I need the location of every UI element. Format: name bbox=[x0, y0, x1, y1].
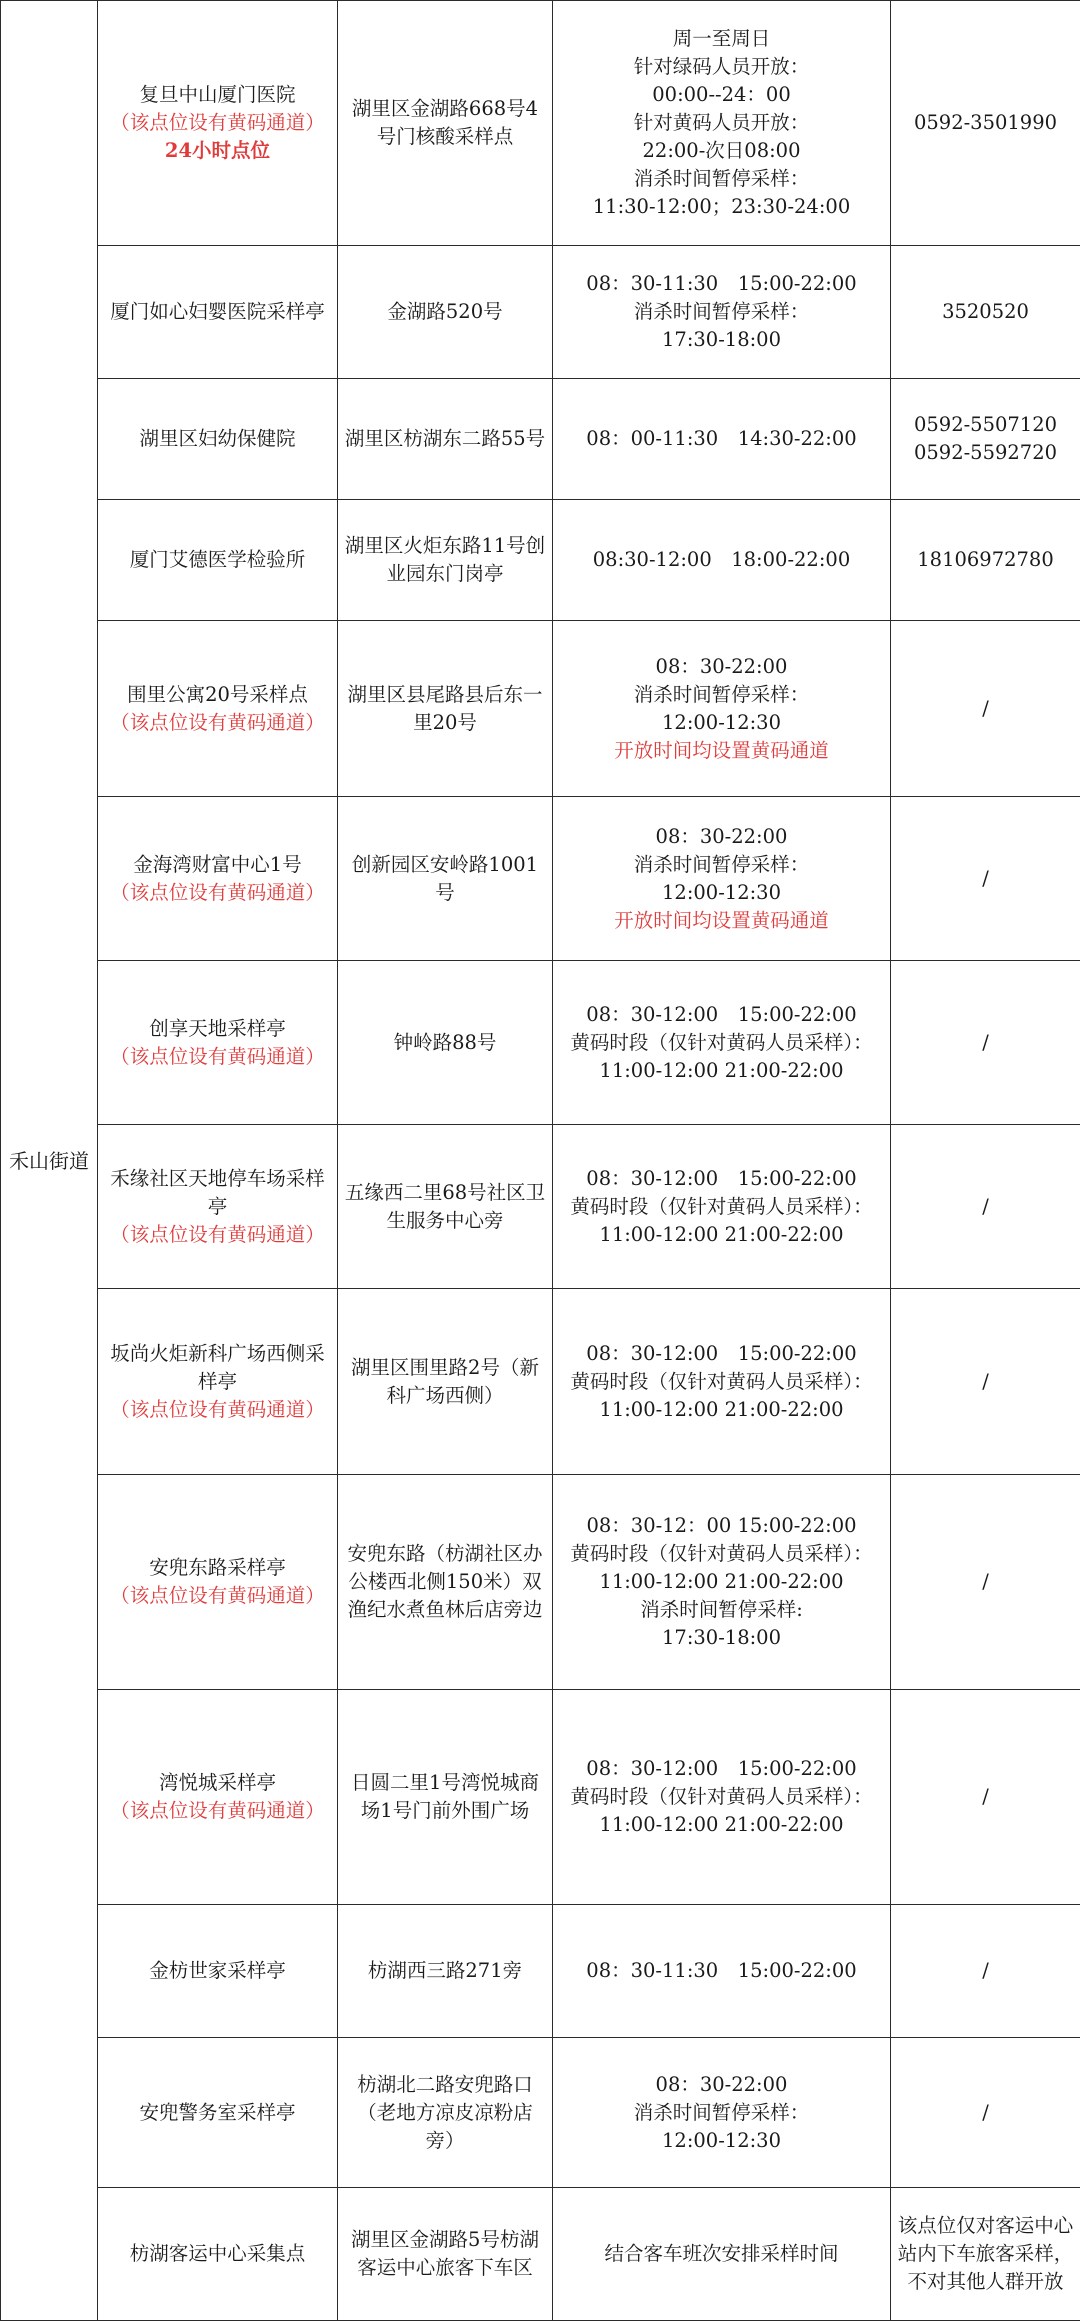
cell-text: 17:30-18:00 bbox=[662, 1626, 781, 1649]
table-row bbox=[1, 797, 1080, 961]
site-name-cell bbox=[98, 500, 338, 621]
address-cell bbox=[338, 2038, 553, 2188]
cell-text: 枋湖北二路安兜路口（老地方凉皮凉粉店旁） bbox=[357, 2072, 533, 2152]
hours-cell bbox=[553, 797, 891, 961]
cell-text: 金湖路520号 bbox=[387, 300, 503, 323]
cell-text: / bbox=[982, 1194, 989, 1218]
cell-text: 12:00-12:30 bbox=[662, 710, 781, 734]
cell-text: 22:00-次日08:00 bbox=[642, 139, 801, 162]
cell-text: 坂尚火炬新科广场西侧采样亭 bbox=[110, 1341, 325, 1393]
address-cell bbox=[338, 1125, 553, 1289]
cell-text: 消杀时间暂停采样： bbox=[633, 300, 810, 323]
cell-text: 禾缘社区天地停车场采样亭 bbox=[110, 1166, 325, 1218]
highlight-text: 开放时间均设置黄码通道 bbox=[614, 738, 829, 762]
site-name-cell bbox=[98, 1289, 338, 1475]
highlight-text: （该点位设有黄码通道） bbox=[110, 710, 325, 734]
phone-cell bbox=[891, 1905, 1080, 2038]
cell-text: 创享天地采样亭 bbox=[149, 1016, 286, 1040]
cell-text: 五缘西二里68号社区卫生服务中心旁 bbox=[344, 1180, 546, 1232]
phone-cell bbox=[891, 621, 1080, 797]
cell-text: 08：30-12:00 15:00-22:00 bbox=[586, 1341, 857, 1365]
cell-text: 厦门如心妇婴医院采样亭 bbox=[110, 300, 325, 323]
address-cell bbox=[338, 1690, 553, 1905]
cell-text: 08：30-12:00 15:00-22:00 bbox=[586, 1002, 857, 1026]
cell-text: 18106972780 bbox=[917, 548, 1054, 571]
phone-cell bbox=[891, 1475, 1080, 1690]
site-name-cell bbox=[98, 1905, 338, 2038]
highlight-text: （该点位设有黄码通道） bbox=[110, 880, 325, 904]
site-name-cell bbox=[98, 1475, 338, 1690]
table-row bbox=[1, 1905, 1080, 2038]
address-cell bbox=[338, 379, 553, 500]
table-row bbox=[1, 961, 1080, 1125]
cell-text: 11:30-12:00；23:30-24:00 bbox=[592, 195, 851, 218]
cell-text: 湖里区金湖路5号枋湖客运中心旅客下车区 bbox=[351, 2228, 539, 2279]
address-cell bbox=[338, 246, 553, 379]
cell-text: 00:00--24：00 bbox=[652, 83, 791, 106]
site-name-cell bbox=[98, 621, 338, 797]
cell-text: 黄码时段（仅针对黄码人员采样）： bbox=[570, 1369, 873, 1393]
table-row bbox=[1, 1125, 1080, 1289]
cell-text: 创新园区安岭路1001号 bbox=[351, 852, 539, 904]
cell-text: 08：30-11:30 15:00-22:00 bbox=[586, 272, 857, 295]
cell-text: 08：30-12：00 15:00-22:00 bbox=[586, 1514, 857, 1537]
hours-cell bbox=[553, 246, 891, 379]
cell-text: 安兜东路（枋湖社区办公楼西北侧150米）双渔纪水煮鱼林后店旁边 bbox=[347, 1542, 543, 1621]
phone-cell bbox=[891, 500, 1080, 621]
cell-text: 日圆二里1号湾悦城商场1号门前外围广场 bbox=[351, 1771, 539, 1822]
hours-cell bbox=[553, 1690, 891, 1905]
highlight-text: （该点位设有黄码通道） bbox=[110, 1397, 325, 1421]
phone-cell bbox=[891, 1125, 1080, 1289]
cell-text: 11:00-12:00 21:00-22:00 bbox=[599, 1058, 844, 1082]
cell-text: 复旦中山厦门医院 bbox=[139, 83, 296, 106]
cell-text: / bbox=[982, 2100, 989, 2124]
table-row bbox=[1, 379, 1080, 500]
cell-text: 湾悦城采样亭 bbox=[158, 1771, 276, 1794]
cell-text: / bbox=[982, 696, 989, 720]
cell-text: / bbox=[982, 1570, 989, 1593]
phone-cell bbox=[891, 797, 1080, 961]
cell-text: / bbox=[982, 1959, 989, 1982]
phone-cell bbox=[891, 1690, 1080, 1905]
table-row bbox=[1, 2188, 1080, 2321]
address-cell bbox=[338, 1905, 553, 2038]
address-cell bbox=[338, 2188, 553, 2321]
cell-text: 消杀时间暂停采样: bbox=[640, 1598, 803, 1621]
site-name-cell bbox=[98, 1690, 338, 1905]
table-row bbox=[1, 1690, 1080, 1905]
cell-text: 08:30-12:00 18:00-22:00 bbox=[592, 548, 851, 571]
site-name-cell bbox=[98, 1, 338, 246]
hours-cell bbox=[553, 1, 891, 246]
highlight-text: 开放时间均设置黄码通道 bbox=[614, 908, 829, 932]
cell-text: 消杀时间暂停采样： bbox=[633, 682, 810, 706]
cell-text: 湖里区枋湖东二路55号 bbox=[344, 427, 546, 450]
cell-text: 该点位仅对客运中心站内下车旅客采样，不对其他人群开放 bbox=[897, 2214, 1074, 2293]
cell-text: 0592-5592720 bbox=[913, 441, 1058, 464]
cell-text: 湖里区妇幼保健院 bbox=[139, 427, 296, 450]
address-cell bbox=[338, 621, 553, 797]
phone-cell bbox=[891, 246, 1080, 379]
cell-text: 12:00-12:30 bbox=[662, 2128, 781, 2152]
cell-text: 黄码时段（仅针对黄码人员采样）： bbox=[570, 1785, 873, 1808]
table-row bbox=[1, 500, 1080, 621]
cell-text: 湖里区火炬东路11号创业园东门岗亭 bbox=[344, 534, 546, 585]
phone-cell bbox=[891, 961, 1080, 1125]
cell-text: 金海湾财富中心1号 bbox=[133, 852, 302, 876]
highlight-text: （该点位设有黄码通道） bbox=[110, 1044, 325, 1068]
phone-cell bbox=[891, 1, 1080, 246]
cell-text: 08：30-12:00 15:00-22:00 bbox=[586, 1166, 857, 1190]
table-row bbox=[1, 2038, 1080, 2188]
cell-text: 黄码时段（仅针对黄码人员采样）： bbox=[570, 1030, 873, 1054]
address-cell bbox=[338, 1, 553, 246]
phone-cell bbox=[891, 1289, 1080, 1475]
highlight-text: （该点位设有黄码通道） bbox=[110, 1222, 325, 1246]
hours-cell bbox=[553, 1125, 891, 1289]
highlight-text: （该点位设有黄码通道） bbox=[110, 1584, 325, 1607]
cell-text: 08：30-22:00 bbox=[655, 824, 788, 848]
cell-text: 11:00-12:00 21:00-22:00 bbox=[599, 1570, 844, 1593]
cell-text: 08：00-11:30 14:30-22:00 bbox=[586, 427, 857, 450]
address-cell bbox=[338, 961, 553, 1125]
cell-text: 湖里区县尾路县后东一里20号 bbox=[347, 682, 543, 734]
table-row bbox=[1, 1475, 1080, 1690]
cell-text: 黄码时段（仅针对黄码人员采样）： bbox=[570, 1542, 873, 1565]
table-row bbox=[1, 246, 1080, 379]
cell-text: 枋湖客运中心采集点 bbox=[129, 2242, 306, 2265]
cell-text: 针对黄码人员开放： bbox=[633, 111, 810, 134]
hours-cell bbox=[553, 2188, 891, 2321]
highlight-text: （该点位设有黄码通道） bbox=[110, 111, 325, 134]
site-name-cell bbox=[98, 1125, 338, 1289]
cell-text: 08：30-11:30 15:00-22:00 bbox=[586, 1959, 857, 1982]
hours-cell bbox=[553, 1905, 891, 2038]
hours-cell bbox=[553, 2038, 891, 2188]
cell-text: 08：30-22:00 bbox=[655, 2072, 788, 2096]
site-name-cell bbox=[98, 797, 338, 961]
cell-text: 针对绿码人员开放： bbox=[633, 55, 810, 78]
cell-text: 湖里区围里路2号（新科广场西侧） bbox=[351, 1355, 539, 1407]
cell-text: 金枋世家采样亭 bbox=[149, 1959, 286, 1982]
cell-text: 消杀时间暂停采样： bbox=[633, 852, 810, 876]
site-name-cell bbox=[98, 246, 338, 379]
hours-cell bbox=[553, 961, 891, 1125]
cell-text: 11:00-12:00 21:00-22:00 bbox=[599, 1813, 844, 1836]
cell-text: 08：30-22:00 bbox=[655, 654, 788, 678]
cell-text: 消杀时间暂停采样： bbox=[633, 2100, 810, 2124]
table-body bbox=[1, 1, 1080, 2321]
cell-text: 安兜警务室采样亭 bbox=[139, 2100, 296, 2124]
hours-cell bbox=[553, 500, 891, 621]
table-row bbox=[1, 621, 1080, 797]
site-name-cell bbox=[98, 961, 338, 1125]
cell-text: 12:00-12:30 bbox=[662, 880, 781, 904]
cell-text: 11:00-12:00 21:00-22:00 bbox=[599, 1222, 844, 1246]
cell-text: 厦门艾德医学检验所 bbox=[129, 548, 306, 571]
cell-text: 围里公寓20号采样点 bbox=[127, 682, 308, 706]
address-cell bbox=[338, 500, 553, 621]
cell-text: 08：30-12:00 15:00-22:00 bbox=[586, 1757, 857, 1780]
site-name-cell bbox=[98, 379, 338, 500]
highlight-text: 24小时点位 bbox=[164, 139, 271, 162]
cell-text: 消杀时间暂停采样： bbox=[633, 167, 810, 190]
cell-text: 安兜东路采样亭 bbox=[149, 1556, 286, 1579]
phone-cell bbox=[891, 2188, 1080, 2321]
address-cell bbox=[338, 1475, 553, 1690]
cell-text: / bbox=[982, 866, 989, 890]
cell-text: 黄码时段（仅针对黄码人员采样）： bbox=[570, 1194, 873, 1218]
cell-text: 结合客车班次安排采样时间 bbox=[604, 2242, 839, 2265]
hours-cell bbox=[553, 1289, 891, 1475]
phone-cell bbox=[891, 379, 1080, 500]
table-row bbox=[1, 1289, 1080, 1475]
highlight-text: （该点位设有黄码通道） bbox=[110, 1799, 325, 1822]
hours-cell bbox=[553, 379, 891, 500]
hours-cell bbox=[553, 1475, 891, 1690]
table-row bbox=[1, 1, 1080, 246]
cell-text: 11:00-12:00 21:00-22:00 bbox=[599, 1397, 844, 1421]
hours-cell bbox=[553, 621, 891, 797]
site-name-cell bbox=[98, 2188, 338, 2321]
cell-text: 17:30-18:00 bbox=[662, 328, 781, 351]
cell-text: / bbox=[982, 1369, 989, 1393]
address-cell bbox=[338, 1289, 553, 1475]
site-name-cell bbox=[98, 2038, 338, 2188]
cell-text: 枋湖西三路271旁 bbox=[367, 1959, 523, 1982]
address-cell bbox=[338, 797, 553, 961]
cell-text: 0592-5507120 bbox=[913, 413, 1058, 436]
phone-cell bbox=[891, 2038, 1080, 2188]
cell-text: / bbox=[982, 1785, 989, 1808]
cell-text: 湖里区金湖路668号4号门核酸采样点 bbox=[351, 97, 539, 148]
cell-text: 3520520 bbox=[942, 300, 1029, 323]
cell-text: 钟岭路88号 bbox=[393, 1030, 497, 1054]
cell-text: / bbox=[982, 1030, 989, 1054]
cell-text: 周一至周日 bbox=[672, 27, 771, 50]
district-cell: 禾山街道 bbox=[1, 1, 98, 2321]
cell-text: 0592-3501990 bbox=[913, 111, 1058, 134]
